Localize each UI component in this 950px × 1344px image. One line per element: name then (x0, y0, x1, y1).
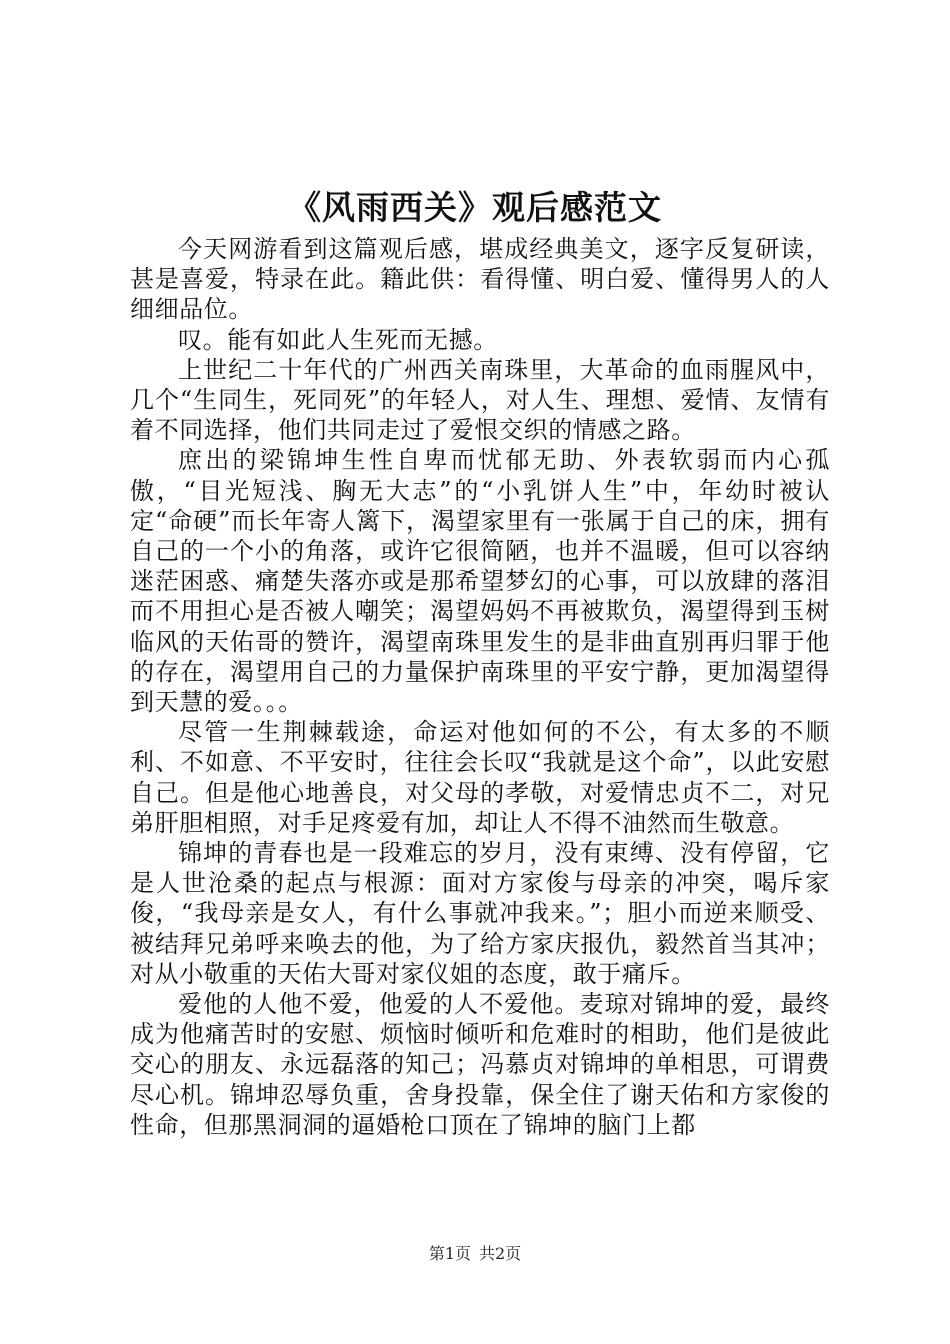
document-body (130, 234, 830, 1140)
page-total: 共2页 (479, 1244, 522, 1263)
document-title: 《风雨西关》观后感范文 (288, 188, 662, 227)
paragraph: 锦坤的青春也是一段难忘的岁月，没有束缚、没有停留，它是人世沧桑的起点与根源：面对方家俊与母亲的冲突，喝斥家俊，“我母亲是女人，有什么事就冲我来。”；胆小而逆来顺受、被结拜兄弟呼来唤去的他，为了给方家庆报仇，毅然首当其冲；对从小敬重的天佑大哥对家仪姐的态度，敢于痛斥。 (130, 839, 830, 988)
paragraph: 爱他的人他不爱，他爱的人不爱他。麦琼对锦坤的爱，最终成为他痛苦时的安慰、烦恼时倾听和危难时的相助，他们是彼此交心的朋友、永远磊落的知己；冯慕贞对锦坤的单相思，可谓费尽心机。锦坤忍辱负重，舍身投靠，保全住了谢天佑和方家俊的性命，但那黑洞洞的逼婚枪口顶在了锦坤的脑门上都 (130, 990, 830, 1139)
paragraph: 上世纪二十年代的广州西关南珠里，大革命的血雨腥风中，几个“生同生，死同死”的年轻人，对人生、理想、爱情、友情有着不同选择，他们共同走过了爱恨交织的情感之路。 (130, 355, 830, 445)
paragraph: 尽管一生荆棘载途，命运对他如何的不公，有太多的不顺利、不如意、不平安时，往往会长叹“我就是这个命”，以此安慰自己。但是他心地善良，对父母的孝敬，对爱情忠贞不二，对兄弟肝胆相照，对手足疼爱有加，却让人不得不油然而生敬意。 (130, 718, 830, 837)
page-footer (0, 1244, 950, 1264)
paragraph: 今天网游看到这篇观后感，堪成经典美文，逐字反复研读，甚是喜爱，特录在此。籍此供：看得懂、明白爱、懂得男人的人细细品位。 (130, 235, 830, 324)
paragraph: 庶出的梁锦坤生性自卑而忧郁无助、外表软弱而内心孤傲，“目光短浅、胸无大志”的“小乳饼人生”中，年幼时被认定“命硬”而长年寄人篱下，渴望家里有一张属于自己的床，拥有自己的一个小的角落，或许它很简陋，也并不温暖，但可以容纳迷茫困惑、痛楚失落亦或是那希望梦幻的心事，可以放肆的落泪而不用担心是否被人嘲笑；渴望妈妈不再被欺负，渴望得到玉树临风的天佑哥的赞许，渴望南珠里发生的是非曲直别再归罪于他的存在，渴望用自己的力量保护南珠里的平安宁静，更加渴望得到天慧的爱。。。 (130, 446, 830, 717)
page-number: 第1页 (428, 1244, 471, 1263)
paragraph: 叹。能有如此人生死而无撼。 (178, 325, 498, 354)
